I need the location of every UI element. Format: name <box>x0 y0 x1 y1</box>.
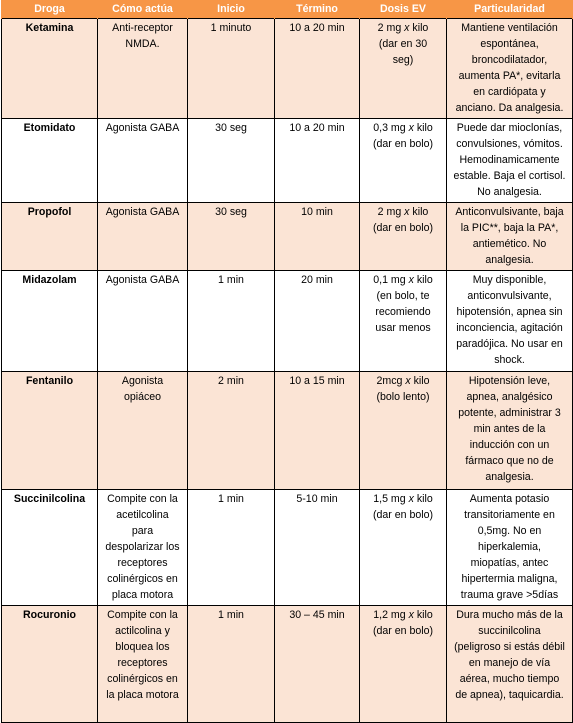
cell-como-actua: Compite con la actilcolina y bloquea los receptores colinérgicos en la placa motora <box>98 606 188 723</box>
header-droga: Droga <box>2 0 98 19</box>
cell-como-actua: Agonista GABA <box>98 203 188 271</box>
cell-inicio: 30 seg <box>188 203 275 271</box>
drug-name: Propofol <box>27 206 72 218</box>
cell-termino: 20 min <box>275 271 360 372</box>
table-row-rocuronio <box>2 606 573 723</box>
table-row-midazolam <box>2 271 573 372</box>
header-row <box>2 0 573 19</box>
cell-inicio: 1 minuto <box>188 19 275 119</box>
header-particularidad: Particularidad <box>447 0 573 19</box>
dosis-detail: kilo (dar en bolo) <box>372 122 434 150</box>
cell-termino: 10 a 20 min <box>275 119 360 203</box>
table-row-succinilcolina <box>2 490 573 606</box>
cell-droga <box>2 19 98 119</box>
dosis-detail: kilo (dar en bolo) <box>372 206 434 234</box>
dosis-x: x <box>408 274 414 286</box>
cell-droga <box>2 372 98 490</box>
cell-termino: 5-10 min <box>275 490 360 606</box>
drug-name: Ketamina <box>25 22 74 34</box>
cell-como-actua: Compite con la acetilcolina para despolarizar los receptores colinérgicos en placa motora <box>98 490 188 606</box>
cell-como-actua: Agonista GABA <box>98 119 188 203</box>
cell-termino: 10 a 15 min <box>275 372 360 490</box>
cell-particularidad: Aumenta potasio transitoriamente en 0,5mg. No en hiperkalemia, miopatías, antec hipertermia maligna, trauma grave >5días <box>447 490 573 606</box>
dosis-detail: kilo (en bolo, te recomiendo usar menos <box>375 274 433 334</box>
cell-termino: 10 min <box>275 203 360 271</box>
dosis-x: x <box>408 609 414 621</box>
cell-dosis-ev <box>360 490 447 606</box>
cell-droga <box>2 203 98 271</box>
cell-inicio: 30 seg <box>188 119 275 203</box>
cell-particularidad: Dura mucho más de la succinilcolina (peligroso si estás débil en manejo de vía aérea, mucho tiempo de apnea), taquicardia. <box>447 606 573 723</box>
dosis-detail: kilo (dar en bolo) <box>372 493 434 521</box>
dosis-x: x <box>404 22 410 34</box>
cell-termino: 10 a 20 min <box>275 19 360 119</box>
dosis-x: x <box>408 122 414 134</box>
dosis-amount: 0,3 mg <box>373 122 409 134</box>
table-row-ketamina <box>2 19 573 119</box>
dosis-detail: kilo (bolo lento) <box>376 375 430 403</box>
cell-como-actua: Agonista GABA <box>98 271 188 372</box>
cell-como-actua: Agonista opiáceo <box>98 372 188 490</box>
header-como-actua: Cómo actúa <box>98 0 188 19</box>
drug-name: Etomidato <box>23 122 76 134</box>
dosis-detail: kilo (dar en 30 seg) <box>378 22 429 66</box>
dosis-amount: 2mcg <box>376 375 406 387</box>
cell-droga <box>2 119 98 203</box>
dosis-amount: 0,1 mg <box>373 274 409 286</box>
drug-name: Fentanilo <box>25 375 74 387</box>
dosis-x: x <box>405 375 411 387</box>
dosis-x: x <box>404 206 410 218</box>
cell-particularidad: Puede dar mioclonías, convulsiones, vómitos. Hemodinamicamente estable. Baja el cortisol. No analgesia. <box>447 119 573 203</box>
cell-inicio: 1 min <box>188 271 275 372</box>
cell-dosis-ev <box>360 19 447 119</box>
cell-dosis-ev <box>360 606 447 723</box>
cell-droga <box>2 490 98 606</box>
header-dosis-ev: Dosis EV <box>360 0 447 19</box>
dosis-detail: kilo (dar en bolo) <box>372 609 434 637</box>
cell-particularidad: Anticonvulsivante, baja la PIC**, baja la PA*, antiemético. No analgesia. <box>447 203 573 271</box>
header-inicio: Inicio <box>188 0 275 19</box>
dosis-amount: 1,5 mg <box>373 493 409 505</box>
dosis-x: x <box>408 493 414 505</box>
cell-dosis-ev <box>360 119 447 203</box>
cell-particularidad: Mantiene ventilación espontánea, broncodilatador, aumenta PA*, evitarla en cardiópata y anciano. Da analgesia. <box>447 19 573 119</box>
cell-como-actua: Anti-receptor NMDA. <box>98 19 188 119</box>
table-row-propofol <box>2 203 573 271</box>
cell-particularidad: Hipotensión leve, apnea, analgésico potente, administrar 3 min antes de la inducción con un fármaco que no de analgesia. <box>447 372 573 490</box>
dosis-amount: 2 mg <box>377 22 405 34</box>
cell-particularidad: Muy disponible, anticonvulsivante, hipotensión, apnea sin inconciencia, agitación paradójica. No usar en shock. <box>447 271 573 372</box>
table-row-fentanilo <box>2 372 573 490</box>
cell-inicio: 2 min <box>188 372 275 490</box>
table-row-etomidato <box>2 119 573 203</box>
cell-termino: 30 – 45 min <box>275 606 360 723</box>
dosis-amount: 1,2 mg <box>373 609 409 621</box>
cell-inicio: 1 min <box>188 490 275 606</box>
drug-comparison-table <box>1 0 573 723</box>
cell-inicio: 1 min <box>188 606 275 723</box>
cell-dosis-ev <box>360 203 447 271</box>
dosis-amount: 2 mg <box>377 206 405 218</box>
cell-droga <box>2 271 98 372</box>
cell-dosis-ev <box>360 372 447 490</box>
drug-name: Midazolam <box>22 274 77 286</box>
header-termino: Término <box>275 0 360 19</box>
cell-droga <box>2 606 98 723</box>
cell-dosis-ev <box>360 271 447 372</box>
drug-name: Succinilcolina <box>13 493 86 505</box>
drug-name: Rocuronio <box>23 609 76 621</box>
